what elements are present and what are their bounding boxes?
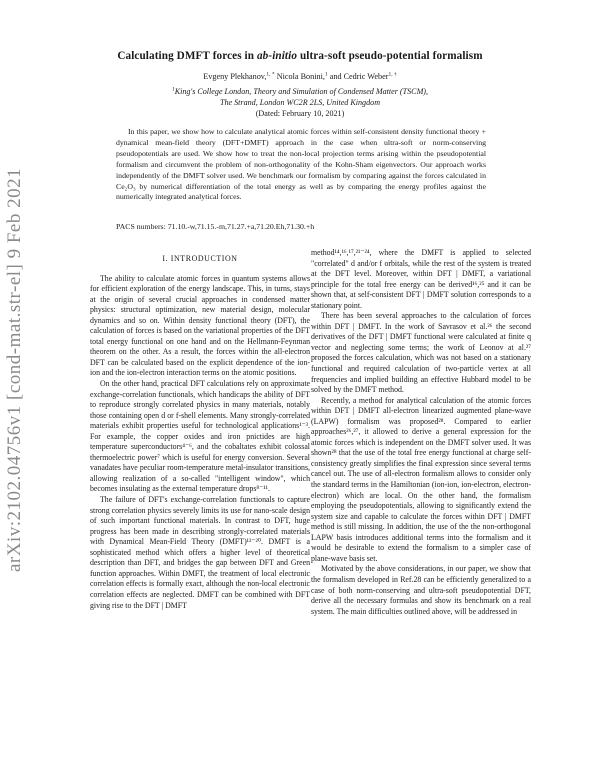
- paragraph: method¹⁴,¹⁶,¹⁷,²¹⁻²⁴, where the DMFT is applied to selected "correlated" d and/or f orbitals, while the rest of the system is treated at the DFT level. Moreover, within DFT | DMFT, a variational principle for the total free energy can be derived¹⁶,²⁵ and it can be shown that, at self-consistent DFT | DMFT solution corresponds to a stationary point.: [311, 248, 531, 310]
- author-name: Evgeny Plekhanov,: [203, 72, 267, 81]
- author-name: Nicola Bonini,: [276, 72, 325, 81]
- abstract: [116, 127, 486, 203]
- title-prefix: Calculating DMFT forces in: [117, 50, 257, 62]
- author-name: and Cedric Weber: [329, 72, 389, 81]
- affiliation-block: [60, 86, 540, 119]
- paragraph: Motivated by the above considerations, in our paper, we show that the formalism developed in Ref.28 can be efficiently generalized to a case of both norm-conserving and ultra-soft pseudopotential DFT, derive all the necessary formulas and show its benchmark on a real system. The main difficulties outlined above, will be addressed in: [311, 564, 531, 616]
- left-column: [90, 254, 310, 611]
- right-column: [311, 248, 531, 617]
- paragraph: Recently, a method for analytical calculation of the atomic forces within DFT | DMFT all-electron linearized augmented plane-wave (LAPW) formalism was proposed²⁸. Compared to earlier approaches²⁶,²⁷, it allowed to derive a general expression for the atomic forces which is independent on the DMFT solver used. It was shown²⁸ that the use of the total free energy functional at charge self-consistency greatly simplifies the final expression since several terms cancel out. The use of all-electron formalism allows to consider only the standard terms in the Hamiltonian (ion-ion, ion-electron, electron-electron) which are local. On the other hand, the formalism employing the pseudopotentials, allowing to significantly extend the system size and capable to calculate the forces within DFT | DMFT method is still missing. In addition, the use of the the non-orthogonal LAPW basis introduces additional terms into the formalism and it would be desirable to extend the formalism to a simpler case of plane-wave basis set.: [311, 395, 531, 563]
- author-list: [60, 72, 540, 81]
- author-mark: 1, *: [266, 71, 275, 78]
- affiliation-line-2: The Strand, London WC2R 2LS, United Kingdom: [219, 98, 381, 107]
- pacs-numbers: PACS numbers: 71.10.-w,71.15.-m,71.27.+a,71.20.Eh,71.30.+h: [116, 222, 315, 231]
- title-italic: ab-initio: [256, 50, 298, 62]
- paragraph: There has been several approaches to the calculation of forces within DFT | DMFT. In the work of Savrasov et al.²⁶ the second derivatives of the DFT | DMFT functional were calculated at finite q vector and neglecting some terms; the work of Leonov at al.²⁷ proposed the forces calculation, which was not based on a stationary functional and required calculation of two-particle vertex at all frequencies and implied building an effective Hubbard model to be solved by the DMFT method.: [311, 311, 531, 395]
- title-suffix: ultra-soft pseudo-potential formalism: [297, 50, 483, 62]
- abstract-text: In this paper, we show how to calculate analytical atomic forces within self-consistent density functional theory + dynamical mean-field theory (DFT+DMFT) approach in the case when ultra-soft or norm-conserving pseudopotentials are used. We show how to treat the non-local projection terms arising within the pseudopotential formalism and circumvent the problem of non-orthogonality of the Kohn-Sham eigenvectors. Our approach works independently of the DMFT solver used. We benchmark our formalism by comparing against the forces calculated in Ce₂O₃ by numerical differentiation of the total energy as well as by comparing the energy profiles against the numerically integrated analytical forces.: [116, 127, 486, 202]
- arxiv-identifier: arXiv:2102.04756v1 [cond-mat.str-el] 9 Feb 2021: [4, 167, 25, 573]
- date-line: (Dated: February 10, 2021): [255, 109, 345, 118]
- affiliation-mark: 1: [171, 86, 175, 93]
- paragraph: The failure of DFT's exchange-correlation functionals to capture strong correlation physics severely limits its use for nano-scale design of such important functional materials. In contrast to DFT, huge progress has been made in describing strongly-correlated materials with Dynamical Mean-Field Theory (DMFT)¹²⁻²⁰. DMFT is a sophisticated method which offers a higher level of theoretical description than DFT, and bridges the gap between DFT and Green function approaches. Within DMFT, the treatment of local electronic correlation effects is formally exact, although the non-local electronic correlation effects are neglected. DMFT can be combined with DFT giving rise to the DFT | DMFT: [90, 495, 310, 610]
- paper-title: [60, 50, 540, 62]
- author-mark: 1, †: [388, 71, 397, 78]
- paragraph: On the other hand, practical DFT calculations rely on approximate exchange-correlation functionals, which handicaps the ability of DFT to reproduce strongly correlated physics in many materials, notably those containing open d or f-shell elements. Many strongly-correlated materials exhibit properties useful for technological applications¹⁻³. For example, the copper oxides and iron pnictides are high temperature superconductors⁴⁻⁶, and the cobaltates exhibit colossal thermoelectric power⁷ which is useful for energy conversion. Several vanadates have peculiar room-temperature metal-insulator transitions, allowing realization of a so-called "intelligent window", which becomes insulating as the external temperature drops⁸⁻¹¹.: [90, 379, 310, 494]
- section-heading: I. INTRODUCTION: [162, 254, 238, 263]
- paragraph: The ability to calculate atomic forces in quantum systems allows for efficient exploration of the energy landscape. This, in turns, stays at the origin of several crucial approaches in condensed matter physics: structural optimization, new material design, molecular dynamics and so on. Within density functional theory (DFT), the calculation of forces is based on the variational properties of the DFT total energy functional on one hand and on the Hellmann-Feynman theorem on the other. As a result, the forces within the all-electron DFT can be calculated based on the explicit dependence of the ion-ion and the ion-electron interaction terms on the atomic positions.: [90, 273, 310, 378]
- author-mark: 1: [324, 71, 328, 78]
- affiliation-line-1: King's College London, Theory and Simulation of Condensed Matter (TSCM),: [174, 87, 429, 96]
